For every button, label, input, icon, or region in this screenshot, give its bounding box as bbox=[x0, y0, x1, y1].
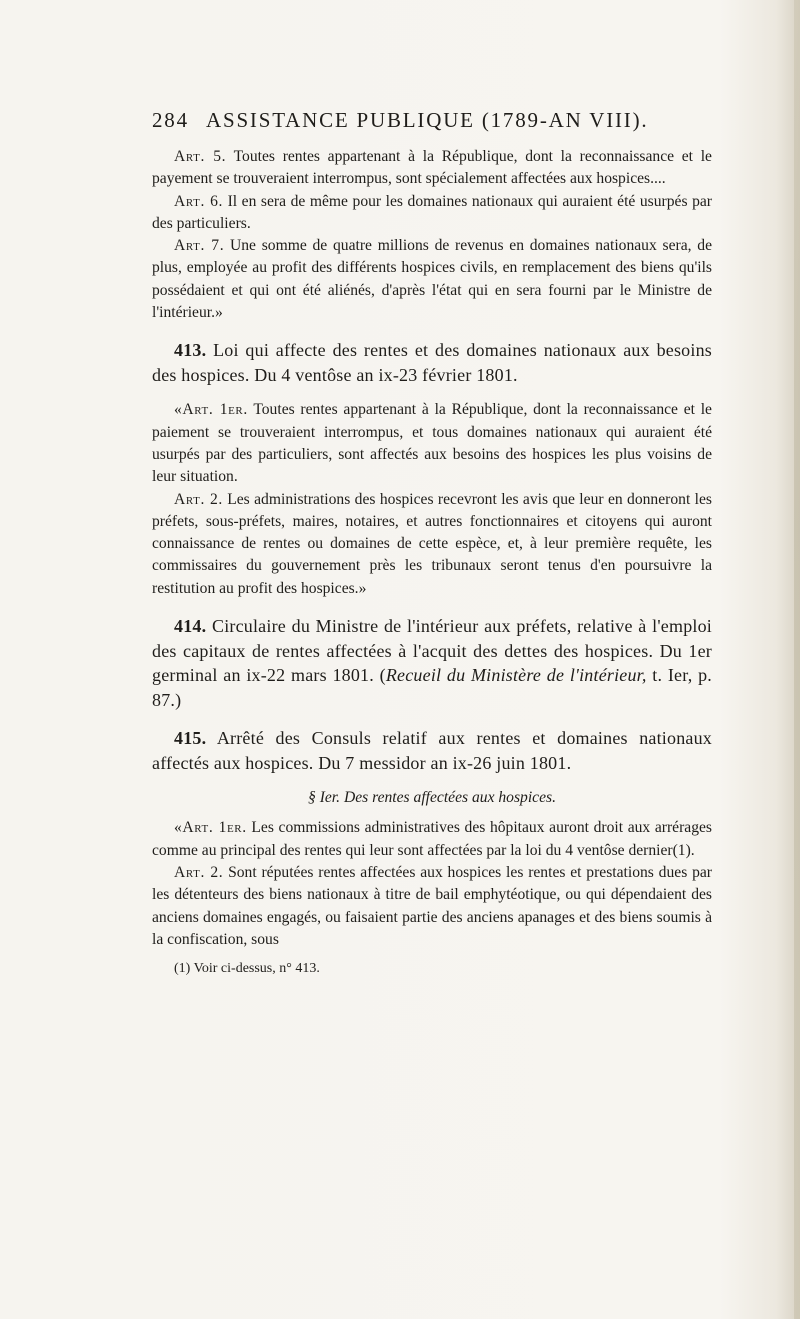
article-text: Une somme de quatre millions de revenus en domaines nationaux sera, de plus, employée au profit des différents hospices civils, en remplacement des biens qu'ils possédaient et qui ont été aliénés, d'après l'état qui en sera fourni par le Ministre de l'intérieur.» bbox=[152, 237, 712, 322]
section-number: 413. bbox=[174, 340, 207, 361]
page-edge bbox=[794, 0, 800, 1319]
section-415-heading bbox=[152, 726, 712, 775]
section-number: 415. bbox=[174, 728, 207, 749]
article-6 bbox=[152, 191, 712, 236]
section-413-heading bbox=[152, 338, 712, 387]
section-415-article-2 bbox=[152, 862, 712, 951]
article-text: Toutes rentes appartenant à la République, dont la reconnaissance et le paiement se trouveraient interrompus, et tous domaines nationaux qui auraient été usurpés par des particuliers, sont affectés aux besoins des hospices les plus voisins de leur situation. bbox=[152, 401, 712, 486]
section-title: Circulaire du Ministre de l'intérieur aux préfets, relative à l'emploi des capitaux de rentes affectées à l'acquit des dettes des hospices. Du 1er germinal an ix-22 mars 1801. bbox=[152, 616, 712, 686]
section-414-heading bbox=[152, 614, 712, 712]
footnote bbox=[174, 959, 712, 979]
section-415-subheading: § Ier. Des rentes affectées aux hospices. bbox=[308, 789, 556, 807]
article-label: Art. 5. bbox=[174, 148, 227, 165]
article-label: Art. 7. bbox=[174, 237, 225, 255]
article-label: «Art. 1er. bbox=[174, 401, 248, 419]
article-label: «Art. 1er. bbox=[174, 819, 247, 837]
article-label: Art. 6. bbox=[174, 192, 224, 210]
article-text: Toutes rentes appartenant à la République, dont la reconnaissance et le payement se trouveraient interrompus, sont spécialement affectées aux hospices.... bbox=[152, 148, 712, 188]
article-5 bbox=[152, 146, 712, 191]
section-number: 414. bbox=[174, 616, 207, 637]
source-open: ( bbox=[379, 665, 386, 686]
running-title: ASSISTANCE PUBLIQUE (1789-AN VIII). bbox=[206, 108, 649, 132]
section-413-article-2 bbox=[152, 489, 712, 600]
footnote-mark: (1) bbox=[174, 961, 191, 977]
footnote-text: Voir ci-dessus, n° 413. bbox=[193, 961, 320, 977]
article-text: Les commissions administratives des hôpitaux auront droit aux arrérages comme au principal des rentes qui leur sont affectées par la loi du 4 ventôse dernier(1). bbox=[152, 819, 712, 859]
source-title: Recueil du Ministère de l'intérieur, bbox=[385, 665, 647, 686]
article-7 bbox=[152, 235, 712, 324]
section-413-article-1 bbox=[152, 399, 712, 488]
running-header bbox=[152, 108, 672, 140]
article-label: Art. 2. bbox=[174, 863, 224, 881]
section-title: Loi qui affecte des rentes et des domaines nationaux aux besoins des hospices. Du 4 ventôse an ix-23 février 1801. bbox=[152, 340, 712, 385]
article-text: Il en sera de même pour les domaines nationaux qui auraient été usurpés par des particuliers. bbox=[152, 192, 712, 232]
page-number: 284 bbox=[152, 108, 189, 132]
section-title: Arrêté des Consuls relatif aux rentes et domaines nationaux affectés aux hospices. Du 7 messidor an ix-26 juin 1801. bbox=[152, 728, 713, 773]
page-body bbox=[152, 146, 712, 979]
source-reference: t. Ier, p. 87.) bbox=[152, 665, 712, 710]
article-text: Sont réputées rentes affectées aux hospices les rentes et prestations dues par les détenteurs des biens nationaux à titre de bail emphytéotique, ou qui dépendaient des anciens domaines engagés, ou faisaient partie des anciens apanages et des biens soumis à la confiscation, sous bbox=[152, 863, 712, 948]
section-415-article-1 bbox=[152, 817, 712, 862]
article-label: Art. 2. bbox=[174, 490, 223, 508]
article-text: Les administrations des hospices recevront les avis que leur en donneront les préfets, sous-préfets, maires, notaires, et autres fonctionnaires et citoyens qui auront connaissance de rentes ou domaines de cette espèce, et, à leur première requête, les commissaires du gouvernement près les tribunaux seront tenus d'en poursuivre la restitution au profit des hospices.» bbox=[152, 490, 712, 597]
